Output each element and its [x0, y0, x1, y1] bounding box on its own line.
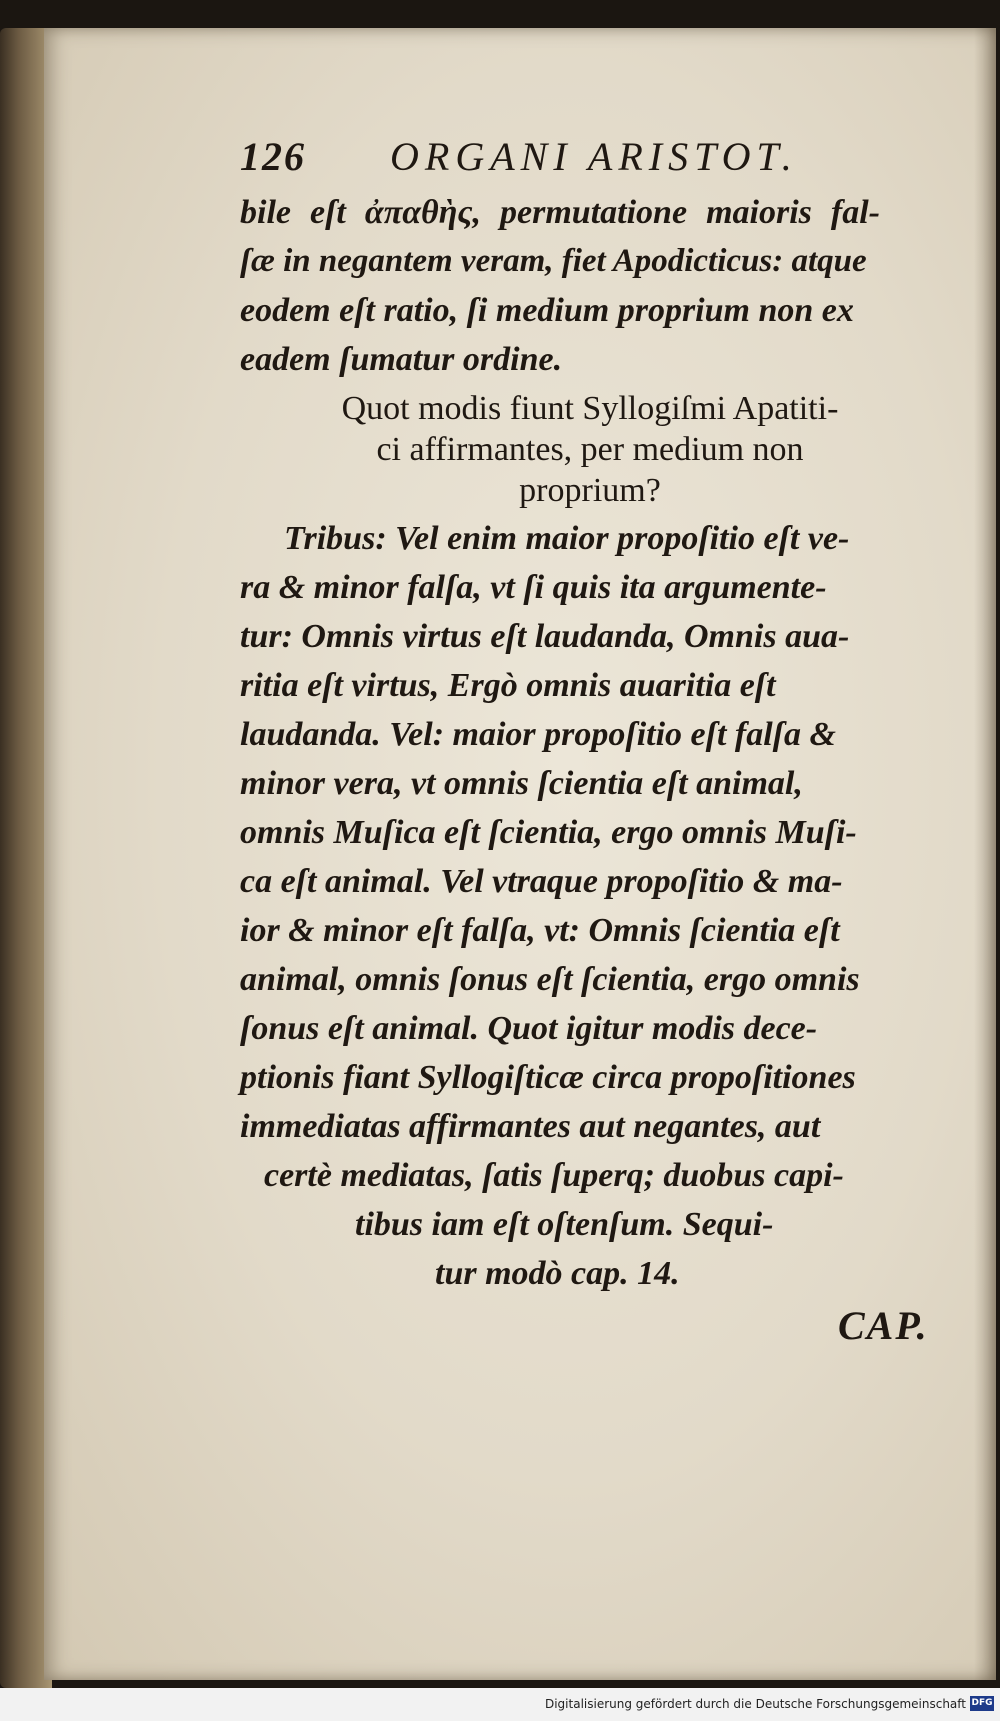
heading-line: ci affirmantes, per medium non [376, 431, 804, 468]
running-header [240, 133, 940, 193]
paragraph-continuation [240, 188, 880, 384]
text-line: ptionis fiant Syllogiſticæ circa propoſitiones [240, 1059, 856, 1096]
text-line: eadem ſumatur ordine. [240, 341, 563, 378]
catchword: CAP. [838, 1303, 929, 1348]
text-line: ſæ in negantem veram, fiet Apodicticus: atque [240, 243, 867, 279]
text-line: omnis Muſica eſt ſcientia, ergo omnis Muſi- [240, 814, 857, 851]
section-question-heading [270, 388, 910, 511]
text-line: certè mediatas, ſatis ſuperq; duobus capi- [264, 1157, 844, 1194]
text-line: tibus iam eſt oſtenſum. Sequi- [355, 1206, 774, 1243]
text-line: ritia eſt virtus, Ergò omnis auaritia eſt [240, 667, 776, 704]
text-line: ior & minor eſt falſa, vt: Omnis ſcientia eſt [240, 912, 840, 949]
page-number: 126 [240, 134, 306, 179]
text-line: ſonus eſt animal. Quot igitur modis dece- [240, 1010, 818, 1047]
funding-credit: Digitalisierung gefördert durch die Deutsche Forschungsgemeinschaft [544, 1697, 966, 1711]
text-line: tur modò cap. 14. [435, 1255, 680, 1292]
text-line: animal, omnis ſonus eſt ſcientia, ergo omnis [240, 961, 860, 998]
text-line: minor vera, vt omnis ſcientia eſt animal, [240, 765, 803, 802]
text-line: tur: Omnis virtus eſt laudanda, Omnis aua- [240, 618, 850, 655]
answer-paragraph [240, 514, 880, 1298]
heading-line: Quot modis fiunt Syllogiſmi Apatiti- [341, 390, 839, 427]
text-line: eodem eſt ratio, ſi medium proprium non ex [240, 292, 854, 329]
digitization-footer [0, 1688, 1000, 1721]
running-title: ORGANI ARISTOT. [390, 134, 798, 179]
dfg-logo: DFG [970, 1696, 994, 1711]
text-line: laudanda. Vel: maior propoſitio eſt falſa & [240, 716, 836, 753]
text-line: Tribus: Vel enim maior propoſitio eſt ve- [284, 520, 850, 557]
text-line: ca eſt animal. Vel vtraque propoſitio & ma- [240, 863, 843, 900]
heading-line: proprium? [519, 472, 661, 509]
text-line: ra & minor falſa, vt ſi quis ita argumente- [240, 569, 827, 606]
text-line: bile eſt ἀπαθὴς, permutatione maioris fal- [240, 194, 880, 231]
text-line: immediatas affirmantes aut negantes, aut [240, 1108, 821, 1145]
